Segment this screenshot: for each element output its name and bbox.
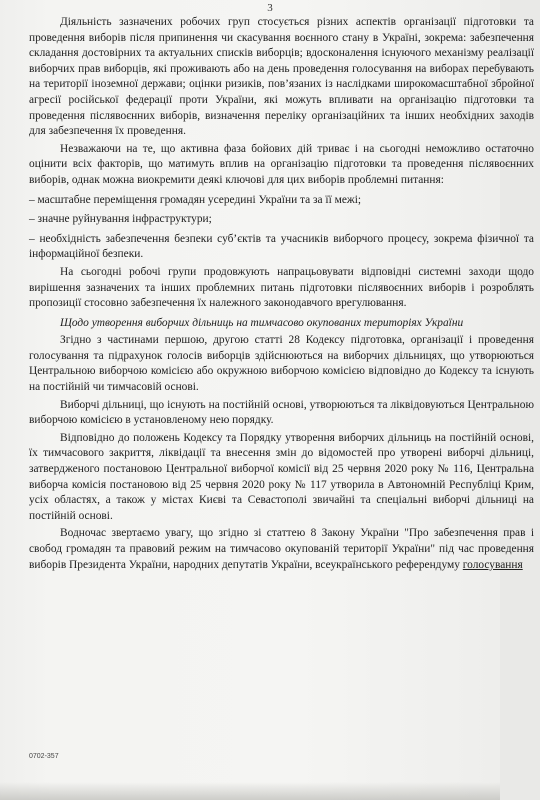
document-body	[29, 15, 534, 573]
paragraph-article-28: Згідно з частинами першою, другою статті 28 Кодексу підготовка, організації і проведення голосування та підрахунок голосів виборців здійснюються на виборчих дільницях, що утворюються Центральною виборчою комісією або окружною виборчою комісією відповідно до Кодексу та існують на постійній чи тимчасовій основі.	[29, 334, 534, 394]
paragraph-cec-resolution: Відповідно до положень Кодексу та Порядку утворення виборчих дільниць на постійній основі, їх тимчасового закриття, ліквідації та внесення змін до відомостей про утворені виборчі дільниці, затвердженого постановою Центральної виборчої комісії від 25 червня 2020 року № 116, Центральна виборча комісія постановою від 25 червня 2020 року № 117 утворила в Автономній Республіці Крим, усіх областях, а також у містах Києві та Севастополі звичайні та спеціальні виборчі дільниці на постійній основі.	[29, 431, 534, 522]
bullet-infrastructure: – значне руйнування інфраструктури;	[29, 213, 212, 226]
section-heading-polling-stations: Щодо утворення виборчих дільниць на тимчасово окупованих територіях України	[60, 316, 464, 329]
paragraph-law-article-8	[29, 526, 534, 573]
bullet-security: – необхідність забезпечення безпеки суб’єктів та учасників виборчого процесу, зокрема фізичної та інформаційної безпеки.	[29, 232, 534, 261]
law-article-8-text: Водночас звертаємо увагу, що згідно зі статтею 8 Закону України "Про забезпечення прав і свобод громадян та правовий режим на тимчасово окупованій території України" під час проведення виборів Президента України, народних депутатів України, всеукраїнського референдуму	[29, 527, 534, 571]
paragraph-active-phase: Незважаючи на те, що активна фаза бойових дій триває і на сьогодні неможливо остаточно оцінити всіх факторів, що матимуть вплив на організацію підготовки та проведення післявоєнних виборів, однак можна виокремити деякі ключові для цих виборів проблемні питання:	[29, 142, 534, 186]
bullet-displacement: – масштабне переміщення громадян усередині України та за її межі;	[29, 193, 362, 206]
paragraph-permanent-stations: Виборчі дільниці, що існують на постійній основі, утворюються та ліквідовуються Центральною виборчою комісією в установленому нею порядку.	[29, 398, 534, 427]
scan-shadow	[0, 782, 500, 800]
paragraph-working-groups-continue: На сьогодні робочі групи продовжують напрацьовувати відповідні системні заходи щодо вирішення зазначених та інших проблемних питань підготовки післявоєнних виборів і розроблять пропозиції стосовно забезпечення їх належного законодавчого врегулювання.	[29, 265, 534, 310]
page-number: 3	[267, 2, 273, 14]
document-code: 0702-357	[29, 753, 59, 760]
underlined-word: голосування	[462, 558, 523, 571]
paragraph-working-groups: Діяльність зазначених робочих груп стосується різних аспектів організації підготовки та проведення виборів після припинення чи скасування воєнного стану в Україні, зокрема: забезпечення складання достовірних та актуальних списків виборців; вдосконалення існуючого механізму реалізації виборчих прав виборців, які проживають або на день проведення голосування на виборах перебувають на території іноземної держави; оцінки ризиків, пов’язаних із наслідками широкомасштабної збройної агресії російської федерації проти України, які можуть впливати на організацію підготовки та проведення післявоєнних виборів, визначення переліку організаційних та інших необхідних заходів для забезпечення їх проведення.	[29, 16, 534, 138]
